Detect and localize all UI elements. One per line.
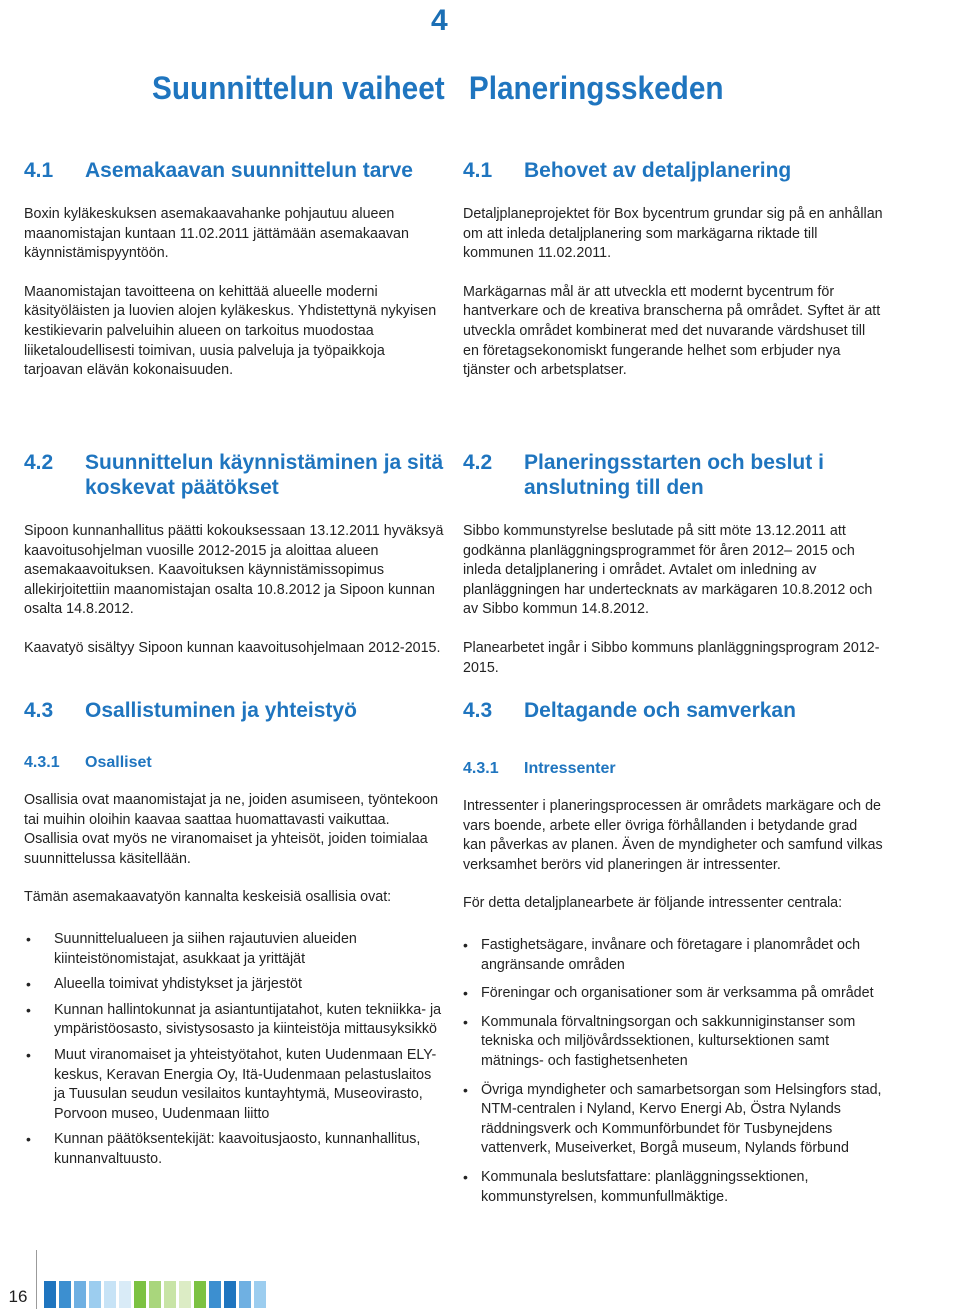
section-number: 4.1: [24, 159, 54, 182]
list-item: [463, 984, 883, 1004]
bullet-icon: •: [26, 1046, 31, 1063]
section-number: 4.2: [24, 451, 54, 474]
paragraph: Tämän asemakaavatyön kannalta keskeisiä osallisia ovat:: [24, 889, 392, 906]
bullet-icon: •: [463, 936, 468, 953]
section-heading: [24, 698, 444, 723]
footer-divider: [36, 1250, 37, 1309]
list-item: [463, 1081, 883, 1159]
page-title-fi: Suunnittelun vaiheet: [152, 70, 445, 106]
subsection-number: 4.3.1: [24, 754, 60, 771]
paragraph: Intressenter i planeringsprocessen är områdets markägare och de vars boende, arbete eller övriga förhållanden i betydande grad kan påverkas av planen. Även de myndigheter och samfund vilkas verksamhet berörs vid planeringen är intressenter.: [463, 798, 883, 873]
list-item: [463, 1013, 883, 1072]
color-bar: [254, 1281, 266, 1308]
paragraph: Kaavatyö sisältyy Sipoon kunnan kaavoitusohjelmaan 2012-2015.: [24, 639, 441, 656]
paragraph: Sibbo kommunstyrelse beslutade på sitt möte 13.12.2011 att godkänna planläggningsprogrammet för åren 2012– 2015 och inleda detaljplanering i området. Avtalet om inledning av planläggningen har undertecknats av markägaren 10.8.2012 och av Sibbo kommun 14.8.2012.: [463, 523, 873, 618]
list-item-text: Föreningar och organisationer som är verksamma på området: [481, 985, 874, 1002]
section-heading: [463, 158, 883, 183]
color-bar: [179, 1281, 191, 1308]
subsection-title: Osalliset: [85, 754, 152, 771]
section-4-3-fi: [24, 698, 444, 723]
list-item-text: Kommunala förvaltningsorgan och sakkunniginstanser som tekniska och miljövårdssektionen, kultursektionen samt mätnings- och fastighetsenheten: [481, 1013, 856, 1069]
list-item-text: Suunnittelualueen ja siihen rajautuvien alueiden kiinteistönomistajat, asukkaat ja yrittäjät: [54, 930, 357, 967]
list-item: [463, 936, 883, 975]
page-number-bottom: 16: [8, 1287, 28, 1306]
list-item: [463, 1168, 883, 1207]
section-title: Deltagande och samverkan: [524, 699, 796, 722]
paragraph: Detaljplaneprojektet för Box bycentrum grundar sig på en anhållan om att inleda detaljplanering som markägarna riktade till kommunen 11.02.2011.: [463, 206, 883, 262]
paragraph: Markägarnas mål är att utveckla ett modernt bycentrum för hantverkare och de kreativa branscherna på området. Syftet är att utveckla området kombinerat med det nuvarande värdshuset till en företagsekonomiskt fungerande helhet som erbjuder nya tjänster och arbetsplatser.: [463, 283, 881, 379]
section-4-3-sv: [463, 698, 883, 723]
section-4-3-1-sv: [463, 758, 883, 1216]
color-bar: [59, 1281, 71, 1308]
section-number: 4.1: [463, 159, 493, 182]
bullet-icon: •: [26, 976, 31, 993]
list-item-text: Kunnan päätöksentekijät: kaavoitusjaosto, kunnanhallitus, kunnanvaltuusto.: [54, 1131, 421, 1167]
bullet-list: [24, 930, 444, 1170]
section-4-2-sv: [463, 450, 883, 678]
bullet-icon: •: [26, 1131, 31, 1148]
section-4-1-fi: [24, 158, 444, 381]
bullet-icon: •: [463, 1013, 468, 1030]
section-number: 4.2: [463, 451, 493, 474]
section-title: Osallistuminen ja yhteistyö: [85, 699, 357, 722]
section-title: Planeringsstarten och beslut i anslutning till den: [524, 451, 824, 499]
color-bar: [134, 1281, 146, 1308]
section-number: 4.3: [24, 699, 54, 722]
page-title-sv: Planeringsskeden: [468, 70, 724, 106]
list-item: [24, 1046, 444, 1124]
section-heading: [24, 450, 444, 500]
list-item: [24, 1001, 444, 1040]
subsection-number: 4.3.1: [463, 760, 499, 777]
color-bar: [44, 1281, 56, 1308]
section-4-1-sv: [463, 158, 883, 381]
section-heading: [463, 450, 883, 500]
list-item-text: Fastighetsägare, invånare och företagare i planområdet och angränsande områden: [481, 936, 861, 973]
bullet-icon: •: [463, 1081, 468, 1098]
color-bar: [164, 1281, 176, 1308]
section-number: 4.3: [463, 699, 493, 722]
list-item: [24, 975, 444, 995]
paragraph: Boxin kyläkeskuksen asemakaavahanke pohjautuu alueen maanomistajan kuntaan 11.02.2011 jättämään asemakaavan käynnistämispyyntöön.: [24, 206, 409, 262]
bullet-icon: •: [26, 1001, 31, 1018]
color-bar: [239, 1281, 251, 1308]
bullet-icon: •: [26, 930, 31, 947]
page-number-top: 4: [431, 4, 448, 37]
color-bar: [89, 1281, 101, 1308]
page-title: [152, 68, 724, 108]
color-bar: [194, 1281, 206, 1308]
section-4-2-fi: [24, 450, 444, 659]
color-bar-decoration: [44, 1281, 266, 1308]
subsection-title: Intressenter: [524, 760, 616, 777]
bullet-icon: •: [463, 985, 468, 1002]
list-item: [24, 930, 444, 969]
bullet-icon: •: [463, 1168, 468, 1185]
paragraph: Sipoon kunnanhallitus päätti kokouksessaan 13.12.2011 hyväksyä kaavoitusohjelman vuosille 2012-2015 ja aloittaa alueen asemakaavoituksen. Kaavoituksen käynnistämissopimus allekirjoitettiin maanomistajan osalta 10.8.2012 ja Sipoon kunnan osalta 14.8.2012.: [24, 523, 444, 618]
color-bar: [104, 1281, 116, 1308]
section-title: Behovet av detaljplanering: [524, 159, 792, 182]
list-item: [24, 1130, 444, 1169]
list-item-text: Muut viranomaiset ja yhteistyötahot, kuten Uudenmaan ELY-keskus, Keravan Energia Oy, Itä-Uudenmaan pelastuslaitos ja Tuusulan seudun vesilaitos kuntayhtymä, Museovirasto, Porvoon museo, Uudenmaan liitto: [54, 1046, 437, 1122]
subsection-heading: [463, 758, 883, 780]
list-item-text: Kunnan hallintokunnat ja asiantuntijatahot, kuten tekniikka- ja ympäristöosasto, sivistysosasto ja kiinteistöja mittausyksikkö: [54, 1001, 442, 1038]
section-title: Suunnittelun käynnistäminen ja sitä koskevat päätökset: [85, 451, 444, 499]
list-item-text: Kommunala beslutsfattare: planläggningssektionen, kommunstyrelsen, kommunfullmäktige.: [481, 1168, 809, 1205]
color-bar: [209, 1281, 221, 1308]
paragraph: För detta detaljplanearbete är följande intressenter centrala:: [463, 895, 843, 912]
list-item-text: Övriga myndigheter och samarbetsorgan som Helsingfors stad, NTM-centralen i Nyland, Kervo Energi Ab, Östra Nylands räddningsverk och Kommunförbundet för Tusbynejdens vattenverk, Museiverket, Borgå museum, Nylands förbund: [481, 1081, 882, 1157]
subsection-heading: [24, 752, 444, 774]
color-bar: [149, 1281, 161, 1308]
paragraph: Maanomistajan tavoitteena on kehittää alueelle moderni käsityöläisten ja luovien alojen kyläkeskus. Yhdistettynä nykyisen kestikievarin palveluihin alueen on tarkoitus muodostaa liiketaloudellisesti toimivan, uusia palveluja ja työpaikkoja tarjoavan elävän kokonaisuuden.: [24, 283, 437, 379]
page-footer: [0, 1250, 960, 1309]
section-title: Asemakaavan suunnittelun tarve: [85, 159, 413, 182]
paragraph: Planearbetet ingår i Sibbo kommuns planläggningsprogram 2012-2015.: [463, 639, 880, 676]
section-heading: [24, 158, 444, 183]
color-bar: [224, 1281, 236, 1308]
color-bar: [74, 1281, 86, 1308]
paragraph: Osallisia ovat maanomistajat ja ne, joiden asumiseen, työntekoon tai muihin oloihin kaavaa saattaa huomattavasti vaikuttaa. Osallisia ovat myös ne viranomaiset ja yhteisöt, joiden toimialaa suunnittelussa käsitellään.: [24, 792, 439, 867]
section-heading: [463, 698, 883, 723]
color-bar: [119, 1281, 131, 1308]
bullet-list: [463, 936, 883, 1207]
section-4-3-1-fi: [24, 752, 444, 1176]
list-item-text: Alueella toimivat yhdistykset ja järjestöt: [54, 976, 302, 993]
